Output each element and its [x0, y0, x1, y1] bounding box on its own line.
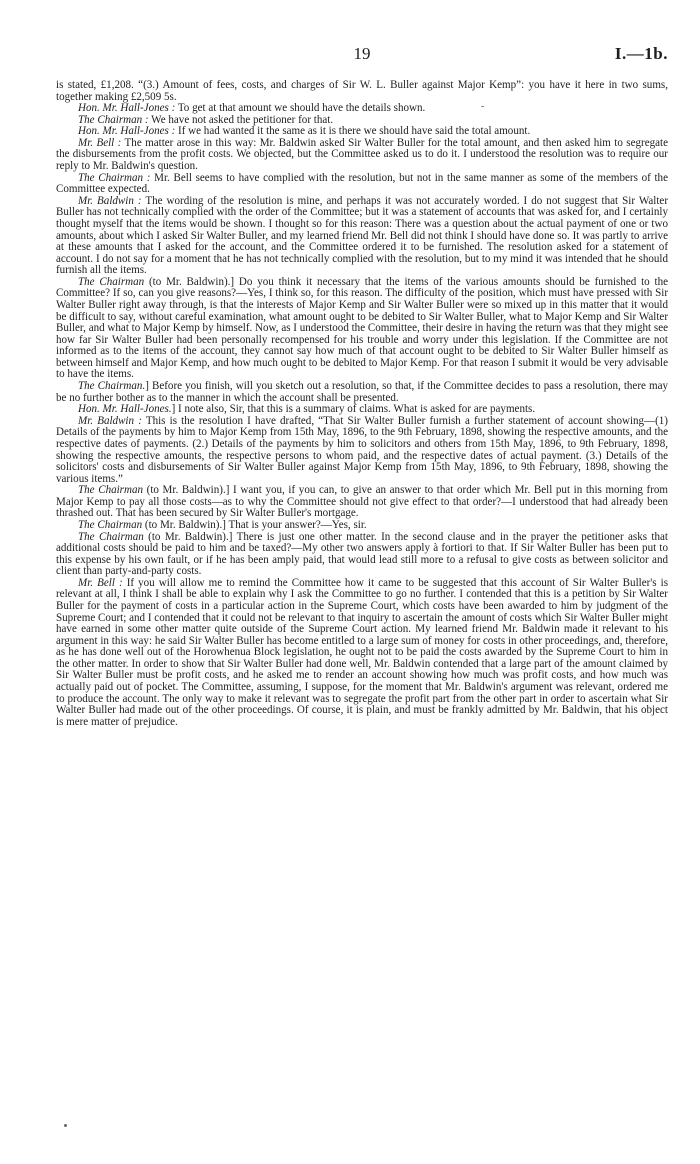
paragraph [56, 196, 668, 277]
paragraph-text: This is the resolution I have drafted, “That Sir Walter Buller furnish a further statement of account showing—(1) Details of the payments by him to Major Kemp from 15th May, 1896, to the 9th February, 1898, showing the respective amounts, and the respective dates of payments. (2.) Details of the payments by him to solicitors and others from 15th May, 1896, to 9th February, 1898, showing the respective amounts, the respective persons to whom paid, and the respective dates of actual payment. (3.) Details of the solicitors' costs and disbursements of Sir Walter Buller against Major Kemp from 15th May, 1896, to 9th February, 1898, showing the various items.” [56, 414, 668, 485]
speaker: The Chairman [78, 484, 144, 497]
paragraph [56, 532, 668, 578]
paragraph [56, 416, 668, 485]
speaker: Hon. Mr. Hall-Jones : [78, 125, 176, 138]
speaker: The Chairman [78, 518, 143, 531]
speaker: The Chairman [78, 275, 145, 288]
document-body [56, 80, 668, 728]
paragraph [56, 138, 668, 173]
paragraph-text: If we had wanted it the same as it is there we should have said the total amount. [178, 125, 531, 138]
paragraph-text: If you will allow me to remind the Committee how it came to be suggested that this account of Sir Walter Buller's is relevant at all, I think I shall be able to explain why I ask the Committee to go no further. I contended that this is a petition by Sir Walter Buller for the payment of costs in a particular action in the Supreme Court, which costs have been awarded to him by judgment of the Supreme Court; and I contended that it could not be relevant to that inquiry to ascertain the amount of costs which Sir Walter Buller might have earned in some other matter quite outside of the Supreme Court action. My learned friend Mr. Baldwin made it relevant to his argument in this way: he said Sir Walter Buller has become entitled to a large sum of money for costs in other proceedings, and, therefore, as he has done well out of the Horowhenua Block legislation, he ought not to be paid the costs awarded by the Supreme Court to him in the other matter. In order to show that Sir Walter Buller had done well, Mr. Baldwin contended that a large part of the amount claimed by Sir Walter Buller must be profit costs, and he asked me to render an account showing how much was profit costs, and how much was actually paid out of pocket. The Committee, assuming, I suppose, for the moment that Mr. Baldwin's argument was relevant, ordered me to produce the account. The only way to make it relevant was to segregate the profit part from the other part in order to ascertain what Sir Walter Buller had made out of the other proceedings. Of course, it is plain, and must be frankly admitted by Mr. Baldwin, that his object is mere matter of prejudice. [56, 576, 669, 728]
paragraph-text: ] Before you finish, will you sketch out a resolution, so that, if the Committee decides to pass a resolution, there may be no further bother as to the manner in which the account shall be presented. [56, 380, 668, 404]
paragraph [56, 277, 668, 381]
paragraph [56, 485, 668, 520]
paragraph-text: (to Mr. Baldwin).] That is your answer?—Yes, sir. [144, 518, 367, 531]
page-number: 19 [353, 44, 371, 63]
speaker: The Chairman : [78, 113, 149, 126]
speaker: Mr. Bell : [78, 136, 122, 149]
paragraph-text: ] I note also, Sir, that this is a summary of claims. What is asked for are payments. [171, 403, 536, 416]
paragraph-text: is stated, £1,208. “(3.) Amount of fees, costs, and charges of Sir W. L. Buller against Major Kemp”: you have it here in two sums, together making £2,509 5s. [56, 79, 668, 103]
speaker: Mr. Bell : [78, 576, 123, 589]
paragraph-text: We have not asked the petitioner for that. [151, 113, 334, 126]
paragraph [56, 381, 668, 404]
paragraph-text: (to Mr. Baldwin).] Do you think it necessary that the items of the various amounts should be furnished to the Committee? If so, can you give reasons?—Yes, I think so, for this reason. The difficulty of the position, which must have pressed with Sir Walter Buller right away through, is that the interests of Major Kemp and Sir Walter Buller were so mixed up in this matter that it would be difficult to say, without careful examination, what amount ought to be debited to Sir Walter Buller, what to Major Kemp and Sir Walter Buller, and what to Major Kemp by himself. Now, as I understood the Committee, their desire in having the return was that they might see how far Sir Walter Buller had been personally recompensed for his trouble and worry under this legislation. If the Committee are not informed as to the items of the account, they cannot say how much of that account ought to be debited to Sir Walter Buller himself as between himself and Major Kemp, and how much ought to be debited to Major Kemp. For that reason I submit it would be very advisable to have the items. [56, 275, 668, 381]
paragraph-text: The wording of the resolution is mine, and perhaps it was not accurately worded. I do not suggest that Sir Walter Buller has not technically complied with the order of the Committee; but it was a statement of accounts that was asked for, and I certainly thought myself that the items would be shown. I thought so for this reason: There was a question about the actual payment of one or two amounts, about which I asked Sir Walter Buller, and my learned friend Mr. Bell did not think I should have done so. It was partly to arrive at these amounts that I asked for the account, and the Committee ordered it to be furnished. The resolution asked for a statement of account. I do not say for a moment that he has not technically complied with the resolution, but to my mind it was intended that he should furnish all the items. [56, 194, 668, 277]
speaker: The Chairman. [78, 380, 146, 393]
paragraph [56, 173, 668, 196]
speaker: Mr. Baldwin : [78, 194, 142, 207]
paragraph [56, 578, 668, 729]
paragraph-text: (to Mr. Baldwin).] There is just one other matter. In the second clause and in the prayer the petitioner asks that additional costs should be paid to him and be taxed?—My other two answers apply à fortiori to that. If Sir Walter Buller has been put to this expense by his own fault, or if he has been amply paid, that would lead still more to a refusal to give costs as between solicitor and client than party-and-party costs. [56, 530, 668, 578]
stray-dot [64, 1124, 67, 1127]
speaker: The Chairman [78, 530, 144, 543]
page-header [56, 44, 668, 70]
paragraph-text: (to Mr. Baldwin).] I want you, if you can, to give an answer to that order which Mr. Bell put in this morning from Major Kemp to pay all those costs—as to why the Committee should not give effect to that order?—I understood that had already been thrashed out. That has been secured by Sir Walter Buller's mortgage. [56, 484, 668, 520]
paragraph-text: To get at that amount we should have the details shown. [177, 102, 426, 115]
document-reference: I.—1b. [614, 44, 668, 63]
paragraph-text: Mr. Bell seems to have complied with the resolution, but not in the same manner as some of the members of the Committee expected. [56, 171, 668, 196]
stray-mark: - [481, 101, 485, 112]
speaker: Mr. Baldwin : [78, 414, 142, 427]
paragraph-text: The matter arose in this way: Mr. Baldwin asked Sir Walter Buller for the total amount, and then asked him to segregate the disbursements from the profit costs. We objected, but the Committee asked us to do it. I understood the resolution was to require our reply to Mr. Baldwin's question. [56, 136, 669, 173]
speaker: The Chairman : [78, 171, 151, 184]
speaker: Hon. Mr. Hall-Jones. [78, 403, 172, 416]
paragraph [56, 80, 668, 103]
speaker: Hon. Mr. Hall-Jones : [78, 102, 176, 115]
